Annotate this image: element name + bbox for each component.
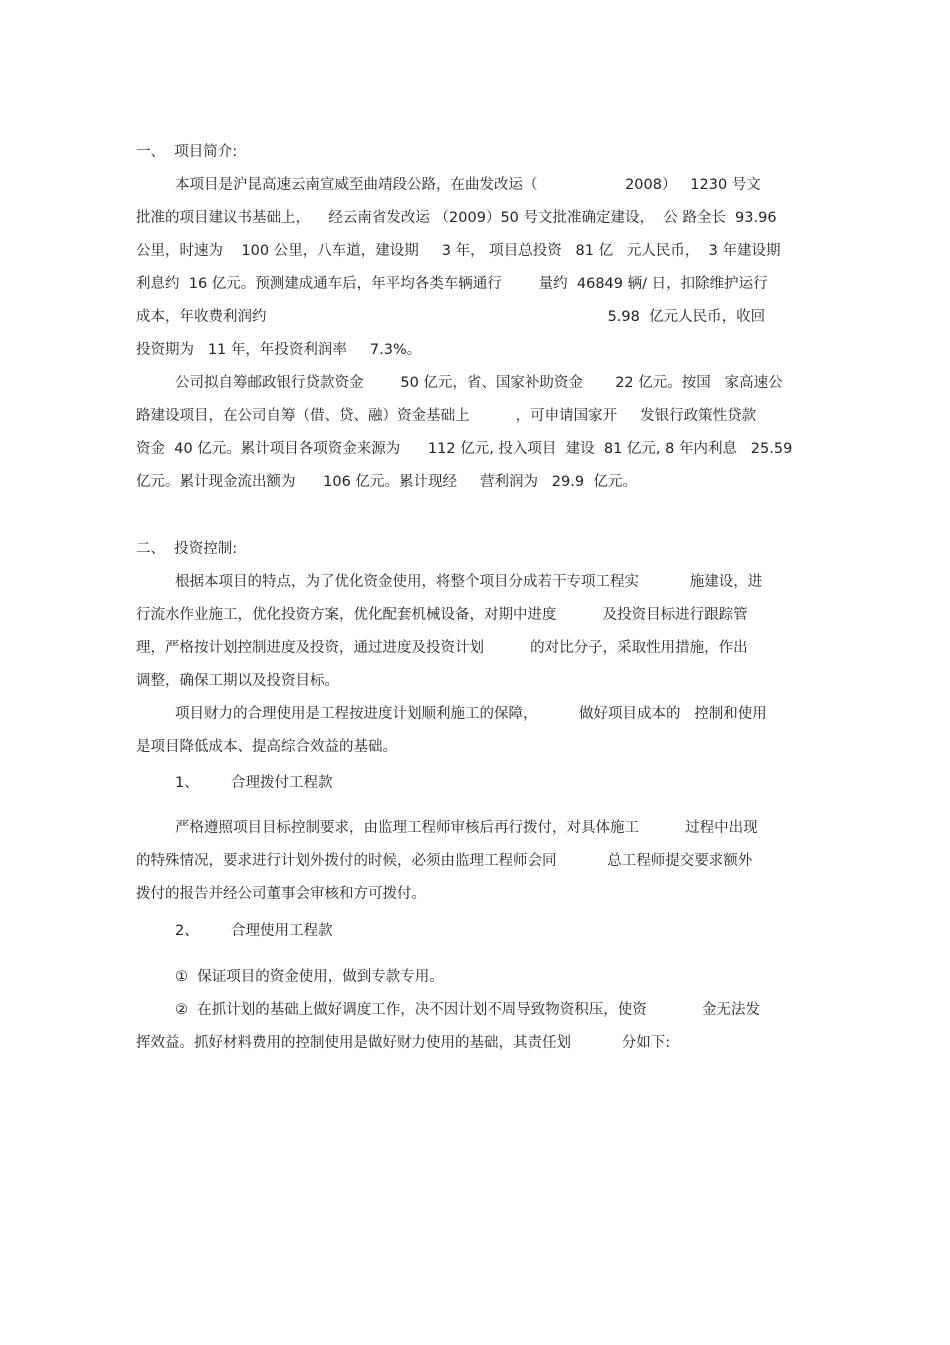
paragraph-line: 理，严格按计划控制进度及投资，通过进度及投资计划 的对比分子，采取性用措施，作出: [136, 640, 748, 656]
paragraph-line: 严格遵照项目目标控制要求，由监理工程师审核后再行拨付，对具体施工 过程中出现: [175, 820, 758, 836]
paragraph-line: 资金 40 亿元。累计项目各项资金来源为 112 亿元, 投入项目 建设 81 亿元, 8 年内利息 25.59: [136, 441, 793, 457]
paragraph-line: 公司拟自筹邮政银行贷款资金 50 亿元，省、国家补助资金 22 亿元。按国 家高速公: [175, 375, 783, 391]
paragraph-line: 公里，时速为 100 公里，八车道，建设期 3 年， 项目总投资 81 亿 元人民币， 3 年建设期: [136, 243, 781, 259]
paragraph-line: 利息约 16 亿元。预测建成通车后，年平均各类车辆通行 量约 46849 辆/ 日，扣除维护运行: [136, 276, 768, 292]
paragraph-line: 成本，年收费利润约 5.98 亿元人民币，收回: [136, 309, 766, 325]
paragraph-line: 亿元。累计现金流出额为 106 亿元。累计现经 营利润为 29.9 亿元。: [136, 474, 637, 490]
paragraph-line: 是项目降低成本、提高综合效益的基础。: [136, 739, 397, 755]
paragraph-line: 的特殊情况，要求进行计划外拨付的时候，必须由监理工程师会同 总工程师提交要求额外: [136, 853, 753, 869]
paragraph-line: 项目财力的合理使用是工程按进度计划顺利施工的保障， 做好项目成本的 控制和使用: [175, 706, 767, 722]
paragraph-line: 本项目是沪昆高速云南宣威至曲靖段公路，在曲发改运（ 2008） 1230 号文: [175, 177, 761, 193]
paragraph-line: 投资期为 11 年，年投资利润率 7.3%。: [136, 342, 422, 358]
paragraph-line: 拨付的报告并经公司董事会审核和方可拨付。: [136, 886, 426, 902]
subheading-allocate-funds: 1、 合理拨付工程款: [175, 775, 333, 791]
subheading-use-funds: 2、 合理使用工程款: [175, 923, 333, 939]
list-item: ② 在抓计划的基础上做好调度工作，决不因计划不周导致物资积压，使资 金无法发: [175, 1002, 761, 1018]
paragraph-line: 根据本项目的特点，为了优化资金使用，将整个项目分成若干专项工程实 施建设，进: [175, 574, 763, 590]
paragraph-line: 挥效益。抓好材料费用的控制使用是做好财力使用的基础，其责任划 分如下:: [136, 1035, 671, 1051]
section-heading-investment: 二、 投资控制:: [136, 541, 238, 557]
section-heading-intro: 一、 项目简介:: [136, 144, 238, 160]
paragraph-line: 批准的项目建议书基础上， 经云南省发改运 （2009）50 号文批准确定建设， 公 路全长 93.96: [136, 210, 777, 226]
paragraph-line: 路建设项目，在公司自筹（借、贷、融）资金基础上 ，可申请国家开 发银行政策性贷款: [136, 408, 757, 424]
list-item: ① 保证项目的资金使用，做到专款专用。: [175, 969, 444, 985]
paragraph-line: 调整，确保工期以及投资目标。: [136, 673, 339, 689]
paragraph-line: 行流水作业施工，优化投资方案，优化配套机械设备，对期中进度 及投资目标进行跟踪管: [136, 607, 748, 623]
